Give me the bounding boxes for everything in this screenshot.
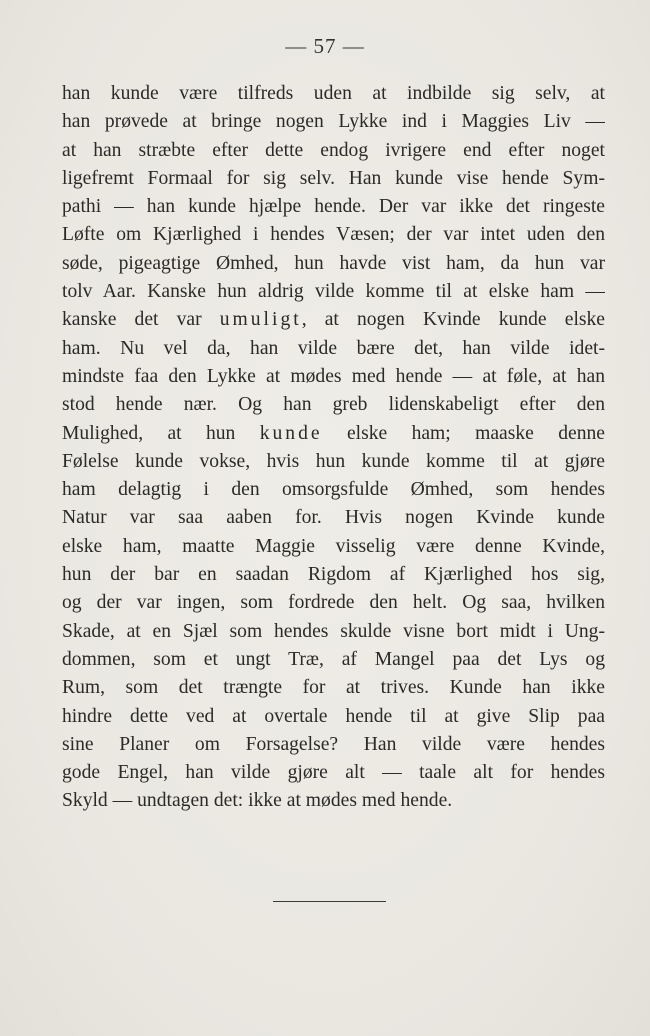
end-rule	[273, 901, 386, 902]
text-line: Skade, at en Sjæl som hendes skulde visne bort midt i Ung-	[62, 620, 605, 642]
text-line: han kunde være tilfreds uden at indbilde sig selv, at	[62, 83, 605, 104]
text-line: ham delagtig i den omsorgsfulde Ømhed, som hendes	[62, 479, 605, 501]
text-line: ligefremt Formaal for sig selv. Han kunde vise hende Sym-	[62, 167, 605, 189]
text-line: søde, pigeagtige Ømhed, hun havde vist ham, da hun var	[62, 252, 605, 274]
text-line: sine Planer om Forsagelse? Han vilde være hendes	[62, 733, 605, 755]
emphasized-word: kunde	[259, 422, 323, 444]
text-line: stod hende nær. Og han greb lidenskabeligt efter den	[62, 394, 605, 416]
text-line: Natur var saa aaben for. Hvis nogen Kvinde kunde	[62, 507, 605, 529]
text-line: og der var ingen, som fordrede den helt. Og saa, hvilken	[62, 592, 605, 614]
page-number: — 57 —	[285, 34, 365, 58]
text-line: Rum, som det trængte for at trives. Kunde han ikke	[62, 677, 605, 699]
text-line: hun der bar en saadan Rigdom af Kjærlighed hos sig,	[62, 564, 605, 586]
text-line: kanske det var umuligt, at nogen Kvinde kunde elske	[62, 309, 605, 331]
text-line: gode Engel, han vilde gjøre alt — taale alt for hendes	[62, 762, 605, 784]
text-line: Mulighed, at hun kunde elske ham; maaske denne	[62, 422, 605, 444]
emphasized-word: umuligt	[219, 309, 302, 331]
text-line: Løfte om Kjærlighed i hendes Væsen; der var intet uden den	[62, 224, 605, 246]
body-text	[62, 80, 605, 816]
text-line: elske ham, maatte Maggie visselig være denne Kvinde,	[62, 535, 605, 557]
text-line: ham. Nu vel da, han vilde bære det, han vilde idet-	[62, 337, 605, 359]
text-line: dommen, som et ungt Træ, af Mangel paa det Lys og	[62, 648, 605, 670]
text-line: han prøvede at bringe nogen Lykke ind i Maggies Liv —	[62, 111, 605, 133]
text-line: Følelse kunde vokse, hvis hun kunde komme til at gjøre	[62, 450, 605, 472]
text-line: at han stræbte efter dette endog ivrigere end efter noget	[62, 139, 605, 161]
text-line: Skyld — undtagen det: ikke at mødes med hende.	[62, 790, 453, 812]
text-line: mindste faa den Lykke at mødes med hende — at føle, at han	[62, 365, 605, 387]
text-line: pathi — han kunde hjælpe hende. Der var ikke det ringeste	[62, 196, 605, 218]
text-line: hindre dette ved at overtale hende til at give Slip paa	[62, 705, 605, 727]
text-line: tolv Aar. Kanske hun aldrig vilde komme til at elske ham —	[62, 281, 605, 303]
